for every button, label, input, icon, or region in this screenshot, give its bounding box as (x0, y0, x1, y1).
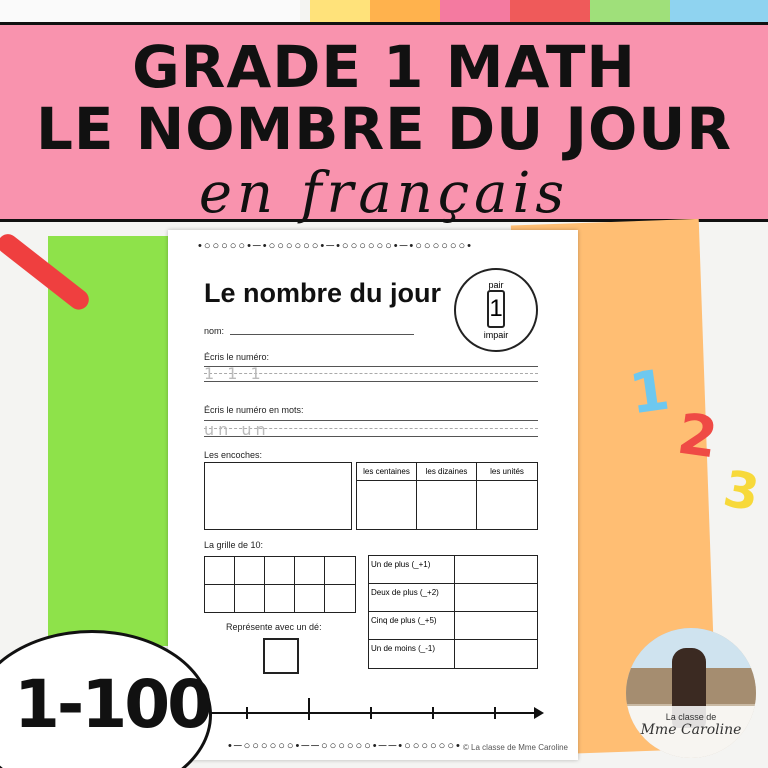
operations-table (368, 555, 538, 669)
ten-frame-label: La grille de 10: (204, 540, 264, 550)
doodle-border-top: •○○○○○•─•○○○○○○•─•○○○○○○•─•○○○○○○• (198, 240, 474, 252)
ten-frame-cell (325, 585, 355, 613)
worksheet-page (168, 230, 578, 760)
paper-strip-yellow (310, 0, 370, 22)
die-box (263, 638, 299, 674)
cell-ones (477, 481, 537, 529)
op-label-plus-one: Un de plus (_+1) (369, 556, 455, 584)
op-label-plus-five: Cinq de plus (_+5) (369, 612, 455, 640)
ten-frame-cell (205, 585, 235, 613)
write-number-trace: 1 1 1 (204, 364, 265, 383)
op-label-plus-two: Deux de plus (_+2) (369, 584, 455, 612)
title-banner (0, 22, 768, 226)
author-avatar (626, 628, 756, 758)
ten-frame-cell (265, 585, 295, 613)
banner-line-grade: GRADE 1 MATH (132, 33, 636, 101)
die-label: Représente avec un dé: (226, 622, 322, 632)
author-line2: Mme Caroline (640, 722, 742, 738)
name-line (230, 334, 414, 335)
number-line-tick (308, 698, 310, 720)
op-answer-plus-two (455, 584, 537, 612)
op-answer-plus-five (455, 612, 537, 640)
paper-strip-red (510, 0, 590, 22)
paper-strip-orange (370, 0, 440, 22)
ten-frame-cell (235, 585, 265, 613)
number-line-arrow (534, 707, 544, 719)
parity-circle (454, 268, 538, 352)
paper-strip-pink (440, 0, 510, 22)
banner-line-title: LE NOMBRE DU JOUR (35, 95, 733, 163)
tally-box (204, 462, 352, 530)
avatar-caption (626, 706, 756, 758)
op-answer-plus-one (455, 556, 537, 584)
ten-frame-cell (235, 557, 265, 585)
number-line-tick (432, 707, 434, 719)
header-tens: les dizaines (417, 463, 477, 481)
doodle-border-bottom: •─○○○○○○•──○○○○○○•──•○○○○○○• (228, 740, 462, 752)
range-badge-text: 1-100 (14, 666, 211, 743)
ten-frame-cell (325, 557, 355, 585)
cell-hundreds (357, 481, 417, 529)
ten-frame (204, 556, 356, 613)
write-words-trace: un un (204, 420, 270, 439)
write-number-label: Écris le numéro: (204, 352, 270, 362)
op-label-minus-one: Un de moins (_-1) (369, 640, 455, 668)
ten-frame-cell (295, 557, 325, 585)
worksheet-title: Le nombre du jour (204, 278, 442, 308)
write-words-label: Écris le numéro en mots: (204, 405, 304, 415)
ten-frame-cell (265, 557, 295, 585)
ten-frame-cell (205, 557, 235, 585)
tally-label: Les encoches: (204, 450, 263, 460)
copyright-text: © La classe de Mme Caroline (462, 743, 568, 752)
place-value-table (356, 462, 538, 530)
header-ones: les unités (477, 463, 537, 481)
decor-number-1: 1 (625, 357, 674, 428)
parity-even-label: pair (488, 280, 504, 290)
author-line1: La classe de (665, 712, 717, 722)
name-label: nom: (204, 326, 225, 336)
paper-strip-green (590, 0, 670, 22)
number-line-tick (246, 707, 248, 719)
paper-strip-white (0, 0, 300, 22)
parity-odd-label: impair (483, 330, 509, 340)
paper-strip-blue (670, 0, 768, 22)
ten-frame-cell (295, 585, 325, 613)
number-of-day: 1 (487, 290, 505, 328)
cell-tens (417, 481, 477, 529)
banner-line-language: en français (198, 161, 570, 226)
decor-number-2: 2 (673, 401, 722, 472)
op-answer-minus-one (455, 640, 537, 668)
number-line-tick (370, 707, 372, 719)
number-line (210, 712, 536, 714)
number-line-tick (494, 707, 496, 719)
header-hundreds: les centaines (357, 463, 417, 481)
decor-number-3: 3 (719, 459, 764, 523)
